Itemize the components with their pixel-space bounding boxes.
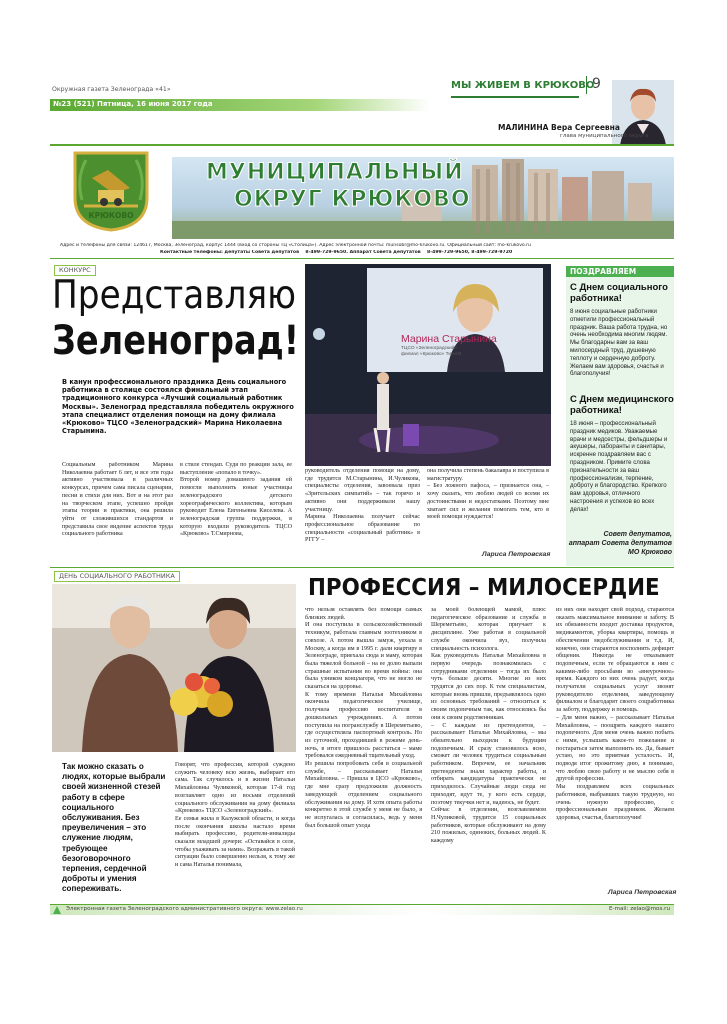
article1-title-line2: Зеленоград!	[52, 318, 300, 364]
masthead-title-line1: МУНИЦИПАЛЬНЫЙ	[206, 160, 464, 185]
footer-right: E-mail: zelao@mos.ru	[609, 906, 670, 912]
article2-rubric: ДЕНЬ СОЦИАЛЬНОГО РАБОТНИКА	[54, 571, 180, 582]
sidebar-rubric: ПОЗДРАВЛЯЕМ	[566, 266, 674, 277]
head-title: глава муниципального округа	[560, 133, 649, 139]
article1-author: Лариса Петровская	[482, 551, 551, 558]
article2-col2: что нельзя оставлять без помощи самых близких людей. И она поступила в сельскохозяйственный техникум, работала главным зоотехником в совхозе. А потом вышла замуж, уехала в Москву, а когда им в 1995 г. дали квартиру в Зеленограде, приехала сюда и маму, которая была тяжелой больной – на ее долю выпали страшные испытания во время войны: она была узником концлагеря, что не могло не сказаться на здоровье. К тому времени Наталья Михайловна окончила педагогическое училище, получила профессию воспитателя в дошкольных учреждениях. А потом поступила на погранслужбу в Шереметьево, где осуществляла паспортный контроль. Но из суточной, проходившей в режиме день-ночь, в итоге пришлось расстаться – маме требовался ежедневный тщательный уход. Из решила попробовать себя в социальной службе, – рассказывает Наталья Михайловна. – Пришла в ЦСО «Крюково», где мне сразу предложили должность заведующей отделением социального обслуживания на дому. И хотя опыта работы конкретно в этой службе у меня не было, я не испугалась и согласилась, ведь у меня был большой опыт ухода	[305, 607, 422, 829]
article2-divider	[50, 567, 674, 568]
stage-photo-illustration	[305, 264, 551, 466]
photo-caption-name: Марина Старынина	[401, 333, 497, 345]
sidebar-sign-line2: аппарат Совета депутатов	[568, 540, 672, 547]
masthead-contacts: Контактные телефоны: депутаты Совета депутатов 8-499-729-9650. Аппарат Совета депутатов 8-499-729-9650, 8-499-729-9720	[160, 250, 513, 255]
section-title: МЫ ЖИВЕМ В КРЮКОВО	[451, 80, 595, 91]
sidebar-text2: 18 июня – профессиональный праздник медиков. Уважаемые врачи и медсестры, фельдшеры и акушеры, лаборанты и санитары, искренне поздравляем вас с праздником. Примите слова признательности за ваш профессионализм, терпение, доброту и благородство. Крепкого вам здоровья, отличного настроения и успехов во всех делах!	[570, 420, 668, 513]
masthead-title-line2: ОКРУГ КРЮКОВО	[234, 187, 471, 212]
page-number: 9	[586, 76, 601, 94]
article1-col1: Социальным работником Марина Николаевна работает 6 лет, и все эти годы активно участвовала в различных конкурсах, причем сама писала сценарии, песни и стихи для них. Вот и на этот раз на творческом этапе, успешно пройдя этапы теории и практики, она решила уйти от сложившихся стандартов и представила свое видение аспектов труда социального работника	[62, 462, 173, 538]
paper-name: Окружная газета Зеленограда «41»	[52, 86, 171, 93]
article2-col1: Говорят, что профессия, которой суждено служить человеку всю жизнь, выбирает его сама. Так случилось и в жизни Натальи Михайловны Чуликовой, которая 17-й год возглавляет одно из восьми отделений социального обслуживания на дому филиала «Крюково» ТЦСО «Зеленоградский». Ее семья жила в Калужской области, и когда после окончания школы настало время выбирать профессию, родители-инвалиды сказали младшей дочери: «Оставайся в селе, чтобы ухаживать за нами». Возражать в такой ситуации было совершенно нельзя, к тому же и сама Наталья понимала,	[175, 762, 295, 869]
footer-logo-icon	[52, 905, 62, 915]
article2-photo	[52, 584, 296, 752]
article1-title-line1: Представляю	[52, 273, 297, 318]
article1-rubric: КОНКУРС	[54, 265, 96, 276]
sidebar-head2: С Днем медицинского работника!	[570, 394, 674, 416]
sidebar-text1: 8 июня социальные работники отметили профессиональный праздник. Ваша работа трудна, но очень необходима многим людям. Мы благодарны вам за ваш милосердный труд, душевную теплоту и сердечную доброту. Желаем вам здоровья, счастья и благополучия!	[570, 308, 668, 378]
sidebar-head1: С Днем социального работника!	[570, 282, 668, 304]
article1-lead: В канун профессионального праздника День социального работника в столице состоялся финальный этап традиционного конкурса «Лучший социальный работник Москвы». Зеленоград представляла победитель окружного этапа специалист отделения помощи на дому филиала «Крюково» ТЦСО «Зеленоградский» Марина Николаевна Старынина.	[62, 378, 294, 436]
masthead-address: Адрес и телефоны для связи: 124617, Москва, Зеленоград, корпус 1444 (вход со стороны ТЦ «Столица»). Адрес электронной почты: munsobr@mo-krukovo.ru. Официальный сайт: mo-krukovo.ru	[60, 243, 531, 248]
sidebar-sign-line3: МО Крюково	[627, 549, 672, 556]
article2-col4: из них они находят свой подход, стараются оказать максимальное внимание и заботу. В их обязанности входит доставка продуктов, медикаментов, уборка квартиры, помощь в обеспечении медобслуживания и т.д. И, конечно, они стараются восполнить дефицит общения. Никогда не отказывают подопечным, если те обращаются к ним с какими-либо просьбами во «внеурочное» время. Каждого из них очень радует, когда получатели социальных услуг звонят руководителю отделения, заведующему филиалом и благодарят своего соцработника за заботу, поддержку и помощь. – Для меня важно, – рассказывает Наталья Михайловна, – поощрять каждого нашего подопечного. Для меня очень важно побыть с ними, услышать какое-то пожелание и постараться затем выполнить их. Да, бывает устаю, но это приятная усталость. И, подводя итог прожитому дню, я понимаю, что люблю свою работу и не мыслю себя в другой профессии. Мы поздравляем всех социальных работников, выбравших такую трудную, но очень нужную профессию, с профессиональным праздником. Желаем здоровья, счастья, благополучия!	[556, 607, 674, 821]
article1-col2: в стиле стендап. Судя по реакции зала, ее выступление «попало в точку». Второй номер домашнего задания ей помогли выполнить юные участницы зеленоградского детского хореографического коллектива, которым руководит Елена Евгеньевна Киселева. А зеленоградская группа поддержки, в которую входили руководитель ТЦСО «Крюково» Т.Смирнова,	[180, 462, 292, 538]
article1-col4: она получила степень бакалавра и поступила в магистратуру. – Без ложного пафоса, – признается она, – хочу сказать, что люблю людей со всеми их достоинствами и недостатками. Поэтому мне хватает сил и желания помогать тем, кто в моей помощи нуждается!	[427, 468, 549, 521]
emblem-label: КРЮКОВО	[88, 211, 134, 220]
article2-title: ПРОФЕССИЯ – МИЛОСЕРДИЕ	[308, 575, 660, 601]
article2-col3: за моей болеющей мамой, плюс педагогическое образование и служба в Шереметьево, которая приучает к дисциплине. Уже работая в социальной службе окончила вуз, получила специальность психолога. Как руководитель Наталья Михайловна в первую очередь познакомилась с сотрудниками отделения – тогда их было чуть больше десяти. Многие из них трудятся до сих пор. К тем специалистам, которые вновь пришли, предъявлялось одно из основных требований – относиться к своим подопечным так, как относились бы они к своим родственникам. – С каждым из претендентов, – рассказывает Наталья Михайловна, – мы обязательно выходили к будущим подопечным. И сразу становилось ясно, сможет ли человек трудиться социальным работником. Впрочем, ее начальник претенденты знали характер работы, и отбирать кандидатуры практически не приходилось. Случайные люди сюда не приходят, идут те, у кого есть сердце, поэтому текучки нет и, надеюсь, не будет. Сейчас в отделении, возглавляемом Н.Чуликовой, трудится 15 социальных работников, которые обслуживают на дому 210 пожилых, одиноких, больных людей. К каждому	[431, 607, 546, 845]
masthead-bottom-rule	[50, 258, 674, 259]
issue-info: №23 (521) Пятница, 16 июня 2017 года	[53, 100, 213, 108]
section-underline	[451, 96, 579, 98]
article1-photo	[305, 264, 551, 466]
head-name: МАЛИНИНА Вера Сергеевна	[498, 123, 620, 132]
district-emblem	[70, 148, 152, 232]
two-women-photo-illustration	[52, 584, 296, 752]
masthead-banner	[172, 157, 674, 239]
article2-pull-quote: Так можно сказать о людях, которые выбрали своей жизненной стезей работу в сфере социального обслуживания. Без преувеличения – это служение людям, требующее безоговорочного терпения, сердечной доброты и умения сопереживать.	[62, 762, 166, 894]
sidebar-signature	[566, 530, 672, 557]
issue-bar	[50, 99, 430, 111]
sidebar-sign-line1: Совет депутатов,	[603, 531, 672, 538]
footer-left: Электронная газета Зеленоградского административного округа: www.zelao.ru	[66, 906, 303, 912]
footer-bar	[50, 904, 674, 915]
article1-col3: руководитель отделения помощи на дому, где трудится М.Старынина, И.Чуликова, специалисты отделения, завоевала приз «Зрительских симпатий» – так горячо и активно они поддерживали нашу участницу. Марина Николаевна получает сейчас профессиональное образование по специальности «социальный работник» в РГГУ –	[305, 468, 420, 544]
article2-author: Лариса Петровская	[608, 889, 677, 896]
photo-caption-org: ТЦСО «Зеленоградский» филиал «Крюково» ТиНАО	[401, 346, 462, 357]
